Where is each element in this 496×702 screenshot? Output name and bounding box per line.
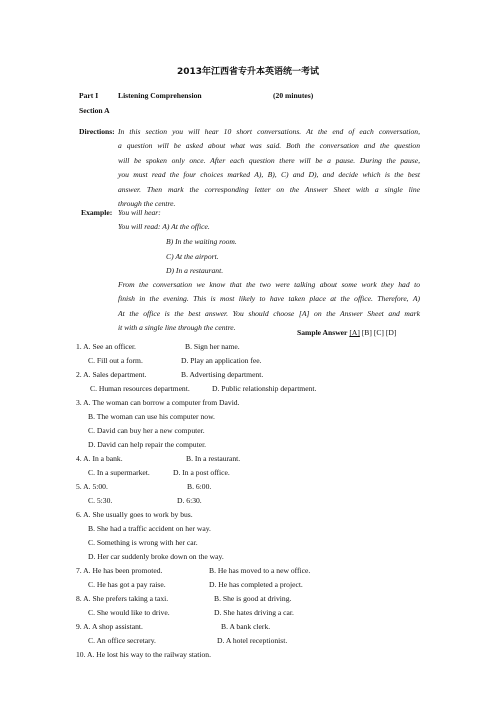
section-label: Section A [79,106,110,115]
q2-option-a: 2. A. Sales department. [76,370,147,379]
q5-option-c: C. 5:30. [88,496,113,505]
q2-option-c: C. Human resources department. [90,384,190,393]
q3-option-d: D. David can help repair the computer. [88,440,207,449]
q4-option-b: B. In a restaurant. [186,454,241,463]
q7-option-c: C. He has got a pay raise. [88,580,166,589]
q5-option-a: 5. A. 5:00. [76,482,108,491]
example-explanation [118,278,420,336]
q2-option-b: B. Advertising department. [181,370,264,379]
q4-option-a: 4. A. In a bank. [76,454,123,463]
q3-option-b: B. The woman can use his computer now. [88,412,215,421]
part-label: Part I [79,91,99,100]
sample-answer [297,328,396,338]
q6-option-a: 6. A. She usually goes to work by bus. [76,510,193,519]
q9-option-c: C. An office secretary. [88,636,156,645]
q6-option-b: B. She had a traffic accident on her way. [88,524,211,533]
sample-choice-b: [B] [361,328,372,337]
part-name: Listening Comprehension [118,91,202,100]
sample-choice-c: [C] [373,328,384,337]
q4-option-c: C. In a supermarket. [88,468,150,477]
q1-option-d: D. Play an application fee. [181,356,262,365]
q1-option-c: C. Fill out a form. [88,356,143,365]
explanation-line: finish in the evening. This is most likely to have taken place at the office. Therefore, A) [118,294,420,304]
directions-line: In this section you will hear 10 short conversations. At the end of each conversation, [118,127,420,136]
q3-option-c: C. David can buy her a new computer. [88,426,205,435]
q7-option-d: D. He has completed a project. [209,580,303,589]
q1-option-a: 1. A. See an officer. [76,342,136,351]
directions-line: answer. Then mark the corresponding letter on the Answer Sheet with a single line [118,184,420,194]
example-option: C) At the airport. [166,252,219,261]
directions-text-cont [118,139,420,211]
directions-line: you must read the four choices marked A), B), C) and D), and decide which is the best [118,170,420,180]
explanation-line: At the office is the best answer. You should choose [A] on the Answer Sheet and mark [118,308,420,318]
sample-choice-d: [D] [385,328,397,337]
explanation-line: it with a single line through the centre. [118,323,236,333]
explanation-line: From the conversation we know that the two were talking about some work they had to [118,280,420,289]
q8-option-c: C. She would like to drive. [88,608,170,617]
q2-option-d: D. Public relationship department. [212,384,317,393]
directions-line: will be spoken only once. After each question there will be a pause. During the pause, [118,155,420,165]
q6-option-d: D. Her car suddenly broke down on the way. [88,552,224,561]
directions-line: through the centre. [118,199,176,209]
q7-option-a: 7. A. He has been promoted. [76,566,163,575]
exam-title: 2013年江西省专升本英语统一考试 [176,67,320,77]
q9-option-b: B. A bank clerk. [221,622,271,631]
q6-option-c: C. Something is wrong with her car. [88,538,198,547]
q9-option-d: D. A hotel receptionist. [217,636,288,645]
q8-option-a: 8. A. She prefers taking a taxi. [76,594,169,603]
q9-option-a: 9. A. A shop assistant. [76,622,143,631]
sample-answer-label: Sample Answer [297,328,348,337]
sample-choice-a: [A] [349,328,360,337]
example-read: You will read: A) At the office. [118,222,210,231]
q8-option-d: D. She hates driving a car. [214,608,294,617]
example-option: B) In the waiting room. [166,237,237,246]
directions-label: Directions: [79,127,115,136]
example-label: Example: [81,208,113,217]
q10-option-a: 10. A. He lost his way to the railway station. [76,650,211,659]
q3-option-a: 3. A. The woman can borrow a computer from David. [76,398,240,407]
q4-option-d: D. In a post office. [173,468,230,477]
directions-text [118,125,420,139]
q8-option-b: B. She is good at driving. [214,594,292,603]
part-time: (20 minutes) [273,91,314,100]
example-hear: You will hear: [118,208,161,217]
q5-option-b: B. 6:00. [187,482,212,491]
q7-option-b: B. He has moved to a new office. [209,566,311,575]
q5-option-d: D. 6:30. [177,496,202,505]
directions-line: a question will be asked about what was said. Both the conversation and the question [118,141,420,151]
example-option: D) In a restaurant. [166,266,224,275]
q1-option-b: B. Sign her name. [185,342,240,351]
